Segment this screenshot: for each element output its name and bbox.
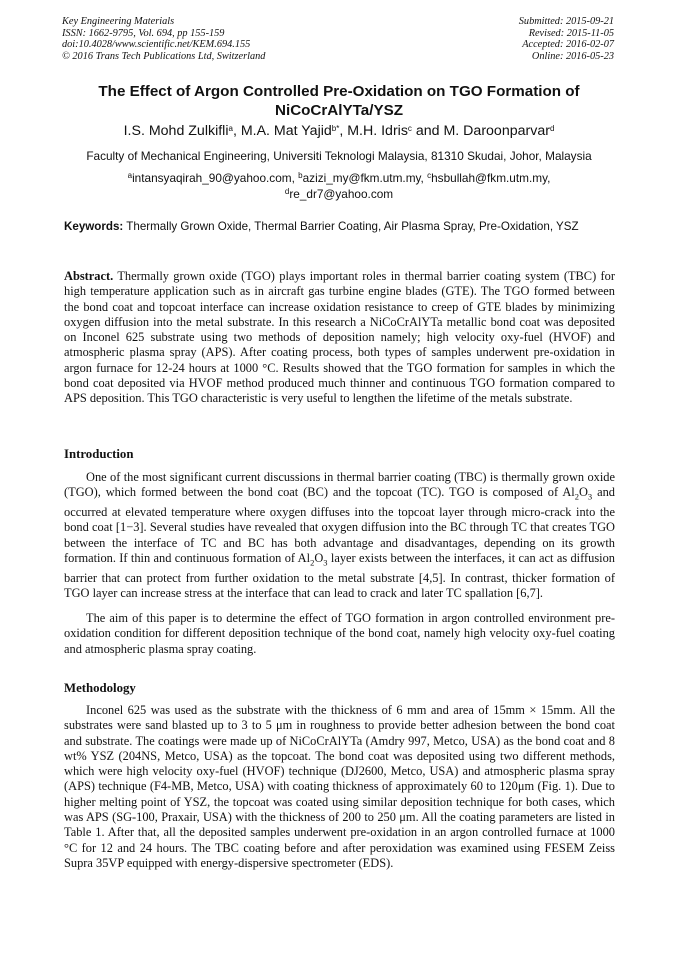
subscript: 3	[323, 557, 328, 568]
methodology-paragraph-1: Inconel 625 was used as the substrate with the thickness of 6 mm and area of 15mm × 15mm. All the substrates were sand blasted up to 3 to 5 μm in roughness to provide better adhesion between the bond coat and substrate. The coatings were made up of NiCoCrAlYTa (Amdry 997, Metco, USA) as the bond coat and 8 wt% YSZ (204NS, Metco, USA) as the topcoat. The bond coat was deposited using two different methods, which were high velocity oxy-fuel (HVOF) technique (DJ2600, Metco, USA) and atmospheric plasma spray (APS) technique (F4-MB, Metco, USA) with coating thickness of approximately 60 to 120μm (Fig. 1). Due to higher melting point of YSZ, the topcoat was coated using similar deposition technique for both cases, which was APS (SG-100, Praxair, USA) with the thickness of 200 to 250 μm. All the coating parameters are listed in Table 1. After that, all the deposited samples underwent pre-oxidation in an argon controlled furnace at 1000 °C for 12 and 24 hours. The TBC coating before and after peroxidation was examined using FESEM Zeiss Supra 35VP equipped with energy-dispersive spectrometer (EDS).	[64, 703, 615, 870]
abstract-label: Abstract.	[64, 269, 114, 283]
subscript: 3	[587, 491, 593, 502]
revised-date: Revised: 2015-11-05	[528, 27, 614, 39]
accepted-date: Accepted: 2016-02-07	[522, 39, 614, 51]
issn-line: ISSN: 1662-9795, Vol. 694, pp 155-159	[62, 27, 225, 39]
email-a[interactable]: intansyaqirah_90@yahoo.com,	[132, 171, 299, 185]
paper-title	[60, 82, 618, 120]
online-date: Online: 2016-05-23	[531, 50, 614, 62]
author-4: M. Daroonparvar	[443, 123, 550, 139]
author-1: I.S. Mohd Zulkifli	[123, 123, 229, 139]
author-2: M.A. Mat Yajid	[240, 123, 332, 139]
email-d-mark: d	[284, 187, 290, 196]
email-line-1	[60, 170, 618, 186]
keywords	[64, 220, 615, 235]
copyright-line: © 2016 Trans Tech Publications Ltd, Switzerland	[62, 50, 266, 62]
abstract	[64, 269, 615, 407]
intro-p1-text: One of the most significant current discussions in thermal barrier coating (TBC) is thermally grown oxide (TGO), which formed between the bond coat (BC) and the topcoat (TC). TGO is composed of Al	[64, 470, 615, 500]
keywords-text: Thermally Grown Oxide, Thermal Barrier Coating, Air Plasma Spray, Pre-Oxidation, YSZ	[123, 220, 579, 233]
author-1-affil-mark: a	[228, 124, 233, 133]
author-separator: ,	[232, 123, 241, 139]
author-emails	[60, 170, 618, 202]
subscript: 2	[574, 491, 579, 502]
author-separator: ,	[339, 123, 348, 139]
email-b[interactable]: azizi_my@fkm.utm.my,	[302, 171, 428, 185]
doi-line[interactable]: doi:10.4028/www.scientific.net/KEM.694.155	[62, 39, 251, 51]
author-2-affil-mark: b*	[331, 124, 340, 133]
title-line-2: NiCoCrAlYTa/YSZ	[275, 102, 403, 119]
email-a-mark: a	[127, 171, 133, 180]
introduction-heading: Introduction	[64, 447, 134, 461]
author-3-affil-mark: c	[407, 124, 412, 133]
introduction-paragraph-2: The aim of this paper is to determine the effect of TGO formation in argon controlled environment pre-oxidation condition for different deposition technique of the bond coat, namely high velocity oxy-fuel coating and atmospheric plasma spray coating.	[64, 611, 615, 656]
keywords-label: Keywords:	[64, 220, 124, 233]
subscript: 2	[310, 557, 315, 568]
author-4-affil-mark: d	[549, 124, 555, 133]
email-c[interactable]: hsbullah@fkm.utm.my,	[431, 171, 551, 185]
intro-p1-text: layer exists between the interfaces, it can act as diffusion barrier that can protect from further oxidation to the metal substrate [4,5]. In contrast, thicker formation of TGO layer can increase stress at the interface that can lead to crack and later TC spallation [6,7].	[64, 550, 616, 601]
methodology-heading: Methodology	[64, 681, 136, 695]
abstract-text: Thermally grown oxide (TGO) plays important roles in thermal barrier coating system (TBC) for high temperature application such as in aircraft gas turbine engine blades (GTE). The TGO formed between the bond coat and topcoat interface can increase oxidation resistance to creep of GTE blades by minimizing oxygen diffusion into the metal substrate. In this research a NiCoCrAlYTa metallic bond coat was deposited on Inconel 625 substrate using two methods of deposition namely; high velocity oxy-fuel (HVOF) and atmospheric plasma spray (APS). After coating process, both types of samples underwent pre-oxidation in argon furnace for 12-24 hours at 1000 °C. Results showed that the TGO formation for samples in which the bond coat deposited via HVOF method produced much thinner and continuous TGO formation compared to APS deposition. This TGO characteristic is very useful to lengthen the lifetime of the metals substrate.	[64, 269, 615, 406]
journal-header	[62, 16, 265, 62]
intro-p1-text: O	[314, 550, 324, 565]
email-b-mark: b	[298, 171, 303, 180]
introduction-paragraph-1	[64, 470, 615, 601]
email-d[interactable]: re_dr7@yahoo.com	[289, 187, 394, 201]
author-3: M.H. Idris	[347, 123, 408, 139]
journal-name: Key Engineering Materials	[62, 16, 175, 27]
affiliation: Faculty of Mechanical Engineering, Universiti Teknologi Malaysia, 81310 Skudai, Johor, Malaysia	[86, 149, 592, 163]
intro-p1-text: and occurred at elevated temperature where oxygen diffuses into the topcoat layer through micro-crack into the bond coat [1−3]. Several studies have revealed that oxygen diffusion into the BC through TC that creates TGO between the interface of TC and BC has both advantage and disadvantages, depending on its growth formation. If thin and continuous formation of Al	[64, 485, 615, 565]
author-list	[60, 122, 618, 140]
dates-header	[519, 16, 614, 62]
title-line-1: The Effect of Argon Controlled Pre-Oxidation on TGO Formation of	[98, 83, 580, 100]
email-c-mark: c	[427, 171, 432, 180]
intro-p1-text: O	[578, 485, 588, 500]
author-separator: and	[411, 123, 444, 139]
email-line-2	[60, 186, 618, 202]
submitted-date: Submitted: 2015-09-21	[518, 16, 614, 27]
